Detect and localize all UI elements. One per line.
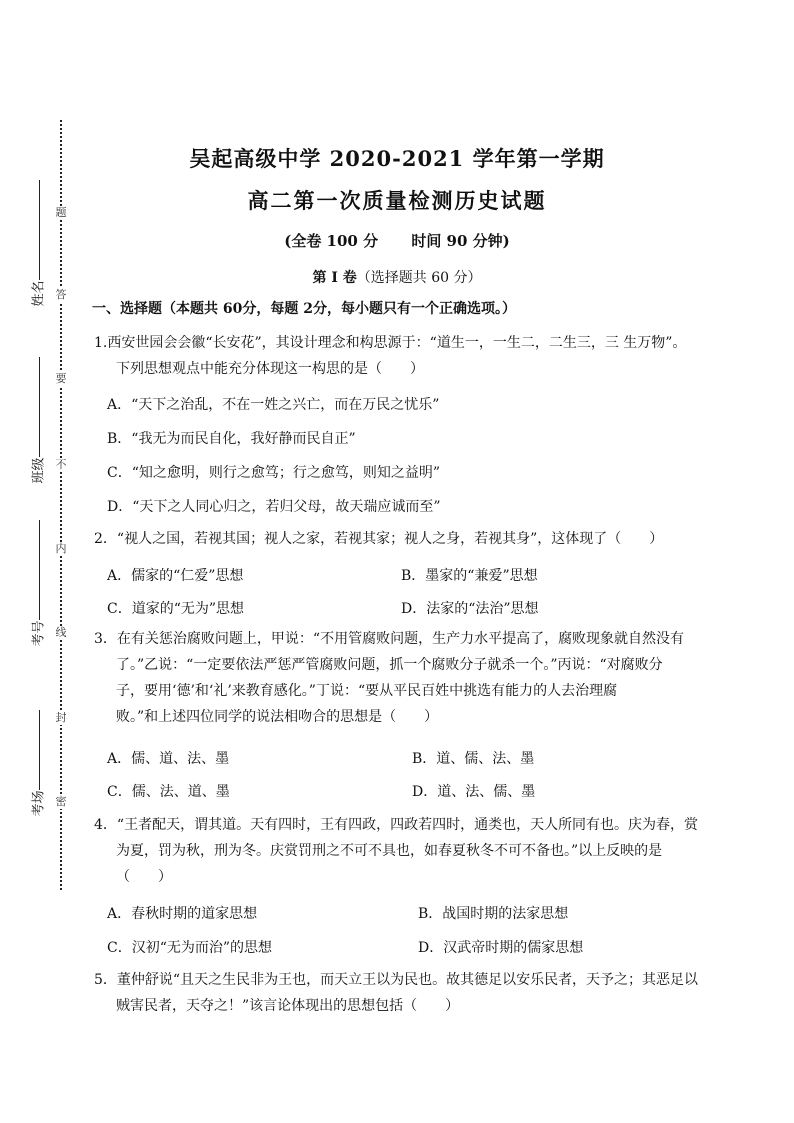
option-3d[interactable]: D．道、法、儒、墨	[412, 784, 536, 800]
question-stem: 子，要用‘德’和‘礼’来教育感化。”丁说：“要从平民百姓中挑选有能力的人去治理腐	[116, 683, 618, 699]
section-title: 一、选择题（本题共 60分，每题 2分，每小题只有一个正确选项。）	[92, 301, 516, 317]
question-stem: 1.西安世园会会徽“长安花”，其设计理念和构思源于：“道生一，一生二，二生三，三 生万物”。	[94, 335, 687, 351]
question-stem: 5．董仲舒说“且天之生民非为王也，而天立王以为民也。故其德足以安乐民者，天予之；其恶足以	[94, 972, 699, 988]
exam-number-label: 考号	[31, 620, 47, 647]
option-4d[interactable]: D．汉武帝时期的儒家思想	[418, 940, 584, 956]
option-2d[interactable]: D．法家的“法治”思想	[401, 601, 539, 617]
exam-title-line2: 高二第一次质量检测历史试题	[247, 188, 547, 213]
option-3c[interactable]: C．儒、法、道、墨	[107, 784, 230, 800]
option-1b[interactable]: B．“我无为而民自化，我好静而民自正”	[107, 431, 356, 447]
seal-char: 线	[55, 626, 67, 639]
question-stem: 为夏，罚为秋，刑为冬。庆赏罚刑之不可不具也，如春夏秋冬不可不备也。”以上反映的是	[116, 843, 663, 859]
question-stem: 了。”乙说：“一定要依法严惩严管腐败问题，抓一个腐败分子就杀一个。”丙说：“对腐败分	[116, 657, 663, 673]
question-stem: （ ）	[116, 869, 172, 885]
name-label: 姓名	[31, 280, 47, 307]
option-3a[interactable]: A．儒、道、法、墨	[107, 751, 230, 767]
seal-char: 密	[55, 795, 67, 808]
option-1a[interactable]: A．“天下之治乱，不在一姓之兴亡，而在万民之忧乐”	[107, 397, 440, 413]
volume-heading	[0, 267, 794, 287]
question-stem: 贼害民者，天夺之！”该言论体现出的思想包括（ ）	[116, 998, 460, 1014]
question-5	[94, 967, 714, 1019]
question-4	[94, 812, 714, 890]
volume-desc: （选择题共 60 分）	[356, 270, 482, 286]
score-info: (全卷 100 分	[284, 232, 379, 250]
option-4c[interactable]: C．汉初“无为而治”的思想	[107, 940, 273, 956]
option-3b[interactable]: B．道、儒、法、墨	[412, 751, 535, 767]
exam-room-label: 考场	[31, 790, 47, 817]
class-field-line	[39, 357, 40, 457]
option-2a[interactable]: A．儒家的“仁爱”思想	[107, 568, 244, 584]
seal-char: 要	[55, 372, 67, 385]
question-2	[94, 526, 714, 552]
option-2c[interactable]: C．道家的“无为”思想	[107, 601, 245, 617]
question-stem: 下列思想观点中能充分体现这一构思的是（ ）	[116, 361, 424, 377]
volume-label: 第 I 卷	[312, 270, 357, 286]
question-stem: 3．在有关惩治腐败问题上，甲说：“不用管腐败问题，生产力水平提高了，腐败现象就自然没有	[94, 631, 685, 647]
exam-info	[0, 230, 794, 251]
seal-char: 不	[55, 458, 67, 471]
seal-char: 封	[55, 711, 67, 724]
seal-char: 题	[55, 206, 67, 219]
question-3	[94, 626, 714, 730]
exam-number-field-line	[39, 520, 40, 620]
option-4a[interactable]: A．春秋时期的道家思想	[107, 906, 258, 922]
option-1d[interactable]: D．“天下之人同心归之，若归父母，故天瑞应诚而至”	[107, 499, 441, 515]
question-stem: 4．“王者配天，谓其道。天有四时，王有四政，四政若四时，通类也，天人所同有也。庆为春，赏	[94, 817, 699, 833]
question-stem: 2．“视人之国，若视其国；视人之家，若视其家；视人之身，若视其身”，这体现了（ ）	[94, 531, 664, 547]
option-4b[interactable]: B．战国时期的法家思想	[418, 906, 569, 922]
time-info: 时间 90 分钟)	[411, 232, 510, 250]
seal-char: 答	[55, 288, 67, 301]
exam-title-line1: 吴起高级中学 2020-2021 学年第一学期	[189, 146, 605, 171]
exam-room-field-line	[39, 710, 40, 790]
seal-char: 内	[55, 542, 67, 555]
question-stem: 败。”和上述四位同学的说法相吻合的思想是（ ）	[116, 709, 439, 725]
question-1	[94, 330, 714, 382]
option-2b[interactable]: B．墨家的“兼爱”思想	[401, 568, 538, 584]
class-label: 班级	[31, 457, 47, 484]
option-1c[interactable]: C．“知之愈明，则行之愈笃；行之愈笃，则知之益明”	[107, 465, 441, 481]
